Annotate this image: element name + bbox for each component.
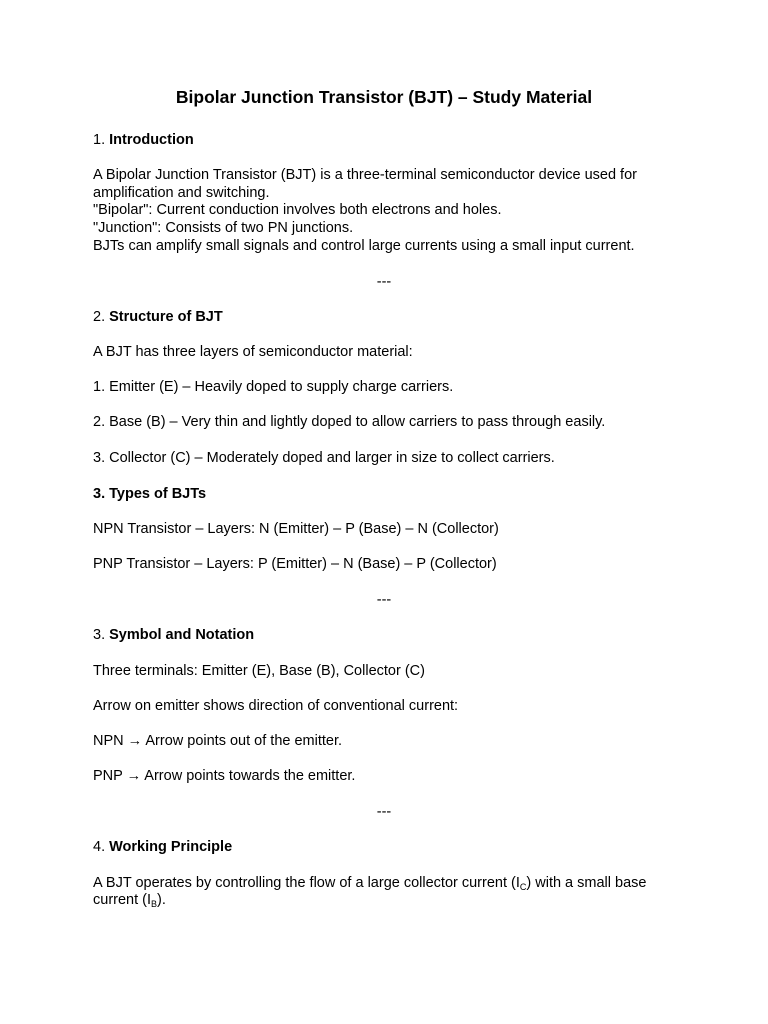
section-separator: --- xyxy=(376,804,392,820)
section-heading-working xyxy=(93,838,683,856)
paragraph: NPN → Arrow points out of the emitter. xyxy=(93,733,343,749)
paragraph: PNP → Arrow points towards the emitter. xyxy=(93,768,356,784)
paragraph: PNP Transistor – Layers: P (Emitter) – N (Base) – P (Collector) xyxy=(93,556,497,572)
document-title: Bipolar Junction Transistor (BJT) – Study Material xyxy=(175,87,593,107)
section-heading-types: 3. Types of BJTs xyxy=(93,486,207,502)
text-run: current (I xyxy=(93,892,152,908)
paragraph xyxy=(93,874,683,892)
paragraph: A Bipolar Junction Transistor (BJT) is a three-terminal semiconductor device used for xyxy=(93,167,637,183)
paragraph: NPN Transistor – Layers: N (Emitter) – P (Base) – N (Collector) xyxy=(93,521,499,537)
subscript: C xyxy=(519,882,527,892)
section-heading-symbol xyxy=(93,626,683,644)
section-title: Working Principle xyxy=(109,839,233,855)
section-heading-introduction xyxy=(93,131,683,149)
paragraph: amplification and switching. xyxy=(93,185,270,201)
paragraph: Three terminals: Emitter (E), Base (B), Collector (C) xyxy=(93,663,425,679)
paragraph: A BJT has three layers of semiconductor material: xyxy=(93,344,413,360)
list-item: 2. Base (B) – Very thin and lightly doped to allow carriers to pass through easily. xyxy=(93,414,606,430)
list-item: 3. Collector (C) – Moderately doped and larger in size to collect carriers. xyxy=(93,450,555,466)
text-run: ) with a small base xyxy=(526,875,647,891)
paragraph xyxy=(93,891,683,909)
section-separator: --- xyxy=(376,592,392,608)
section-number: 2. xyxy=(93,309,106,325)
section-number: 3. xyxy=(93,627,106,643)
list-item: 1. Emitter (E) – Heavily doped to supply charge carriers. xyxy=(93,379,454,395)
paragraph: "Junction": Consists of two PN junctions. xyxy=(93,220,354,236)
paragraph: BJTs can amplify small signals and control large currents using a small input current. xyxy=(93,238,635,254)
section-title: Structure of BJT xyxy=(109,309,223,325)
section-number: 4. xyxy=(93,839,106,855)
paragraph: "Bipolar": Current conduction involves both electrons and holes. xyxy=(93,202,502,218)
paragraph: Arrow on emitter shows direction of conventional current: xyxy=(93,698,459,714)
text-run: ). xyxy=(157,892,166,908)
section-title: Introduction xyxy=(109,132,194,148)
section-number: 1. xyxy=(93,132,106,148)
section-separator: --- xyxy=(376,274,392,290)
section-heading-structure xyxy=(93,308,683,326)
section-title: Symbol and Notation xyxy=(109,627,255,643)
text-run: A BJT operates by controlling the flow of a large collector current (I xyxy=(93,875,520,891)
subscript: B xyxy=(151,899,158,909)
